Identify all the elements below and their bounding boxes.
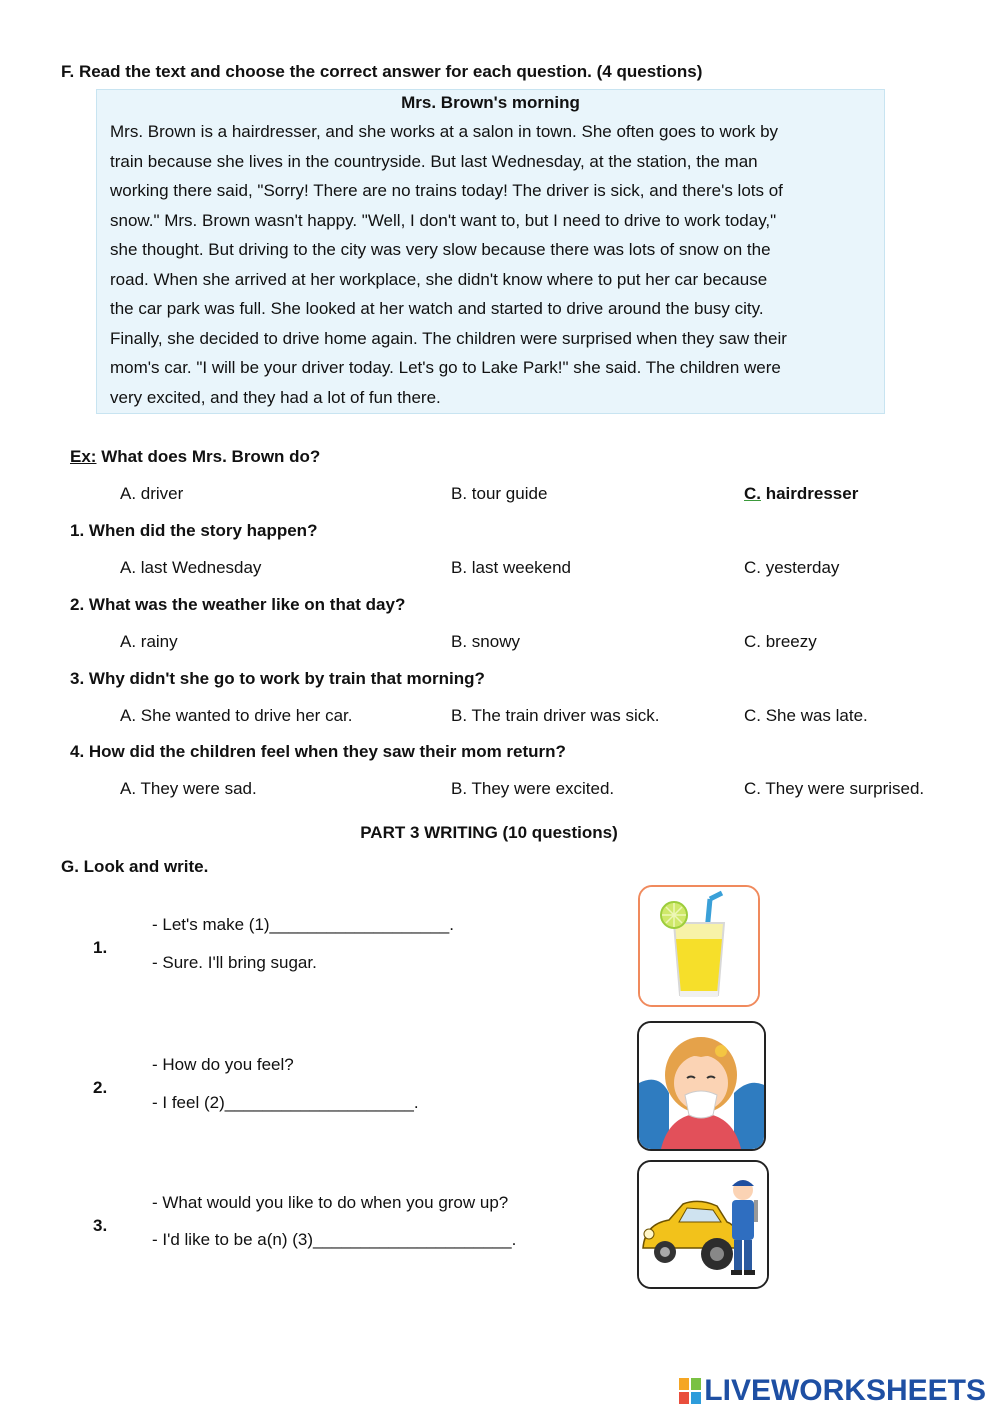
q4-option-c[interactable]: C. They were surprised.	[744, 779, 925, 798]
passage-title: Mrs. Brown's morning	[401, 93, 580, 112]
item-1-prompt[interactable]: - Let's make (1)___________________.	[152, 915, 454, 934]
passage-line: Finally, she decided to drive home again. The children were surprised when they saw their	[110, 329, 787, 348]
logo-text: LIVEWORKSHEETS	[704, 1374, 986, 1407]
sick-girl-picture	[637, 1021, 766, 1151]
passage-line: she thought. But driving to the city was very slow because there was lots of snow on the	[110, 240, 771, 259]
example-option-c[interactable]	[744, 484, 858, 504]
passage-line: snow." Mrs. Brown wasn't happy. "Well, I don't want to, but I need to drive to work today,"	[110, 211, 777, 230]
passage-line: very excited, and they had a lot of fun there.	[110, 388, 441, 407]
lemonade-picture	[638, 885, 760, 1007]
example-option-b[interactable]: B. tour guide	[451, 484, 548, 503]
mechanic-picture	[637, 1160, 769, 1289]
passage-line: the car park was full. She looked at her watch and started to drive around the busy city.	[110, 299, 764, 318]
example-answer-text: hairdresser	[761, 484, 859, 503]
liveworksheets-logo	[679, 1374, 986, 1408]
item-3-response[interactable]: - I'd like to be a(n) (3)_____________________.	[152, 1230, 517, 1249]
example-question	[70, 447, 320, 467]
logo-badge-icon	[679, 1378, 701, 1404]
item-3-number: 3.	[93, 1216, 108, 1235]
q2-option-c[interactable]: C. breezy	[744, 632, 817, 651]
mechanic-car-icon	[639, 1162, 767, 1287]
lemonade-glass-icon	[640, 887, 758, 1005]
question-3: 3. Why didn't she go to work by train that morning?	[70, 669, 485, 688]
q4-option-b[interactable]: B. They were excited.	[451, 779, 615, 798]
question-4: 4. How did the children feel when they saw their mom return?	[70, 742, 566, 761]
example-label: Ex:	[70, 447, 97, 466]
q2-option-a[interactable]: A. rainy	[120, 632, 178, 651]
section-f-heading: F. Read the text and choose the correct answer for each question. (4 questions)	[61, 62, 703, 81]
question-2: 2. What was the weather like on that day?	[70, 595, 406, 614]
item-1-response: - Sure. I'll bring sugar.	[152, 953, 317, 972]
q1-option-c[interactable]: C. yesterday	[744, 558, 840, 577]
section-g-heading: G. Look and write.	[61, 857, 209, 876]
part-3-title: PART 3 WRITING (10 questions)	[360, 823, 618, 842]
item-2-number: 2.	[93, 1078, 108, 1097]
q3-option-a[interactable]: A. She wanted to drive her car.	[120, 706, 353, 725]
q3-option-c[interactable]: C. She was late.	[744, 706, 868, 725]
item-2-prompt: - How do you feel?	[152, 1055, 294, 1074]
passage-line: mom's car. "I will be your driver today. Let's go to Lake Park!" she said. The children were	[110, 358, 781, 377]
item-2-response[interactable]: - I feel (2)____________________.	[152, 1093, 419, 1112]
item-1-number: 1.	[93, 938, 108, 957]
passage-line: train because she lives in the countryside. But last Wednesday, at the station, the man	[110, 152, 758, 171]
item-3-prompt: - What would you like to do when you grow up?	[152, 1193, 509, 1212]
q1-option-a[interactable]: A. last Wednesday	[120, 558, 262, 577]
q4-option-a[interactable]: A. They were sad.	[120, 779, 257, 798]
question-1: 1. When did the story happen?	[70, 521, 318, 540]
reading-passage	[96, 89, 885, 414]
passage-line: working there said, "Sorry! There are no trains today! The driver is sick, and there's lots of	[110, 181, 783, 200]
q3-option-b[interactable]: B. The train driver was sick.	[451, 706, 660, 725]
q2-option-b[interactable]: B. snowy	[451, 632, 520, 651]
example-answer-letter: C.	[744, 484, 761, 503]
q1-option-b[interactable]: B. last weekend	[451, 558, 572, 577]
sick-girl-icon	[639, 1023, 764, 1149]
example-option-a[interactable]: A. driver	[120, 484, 184, 503]
passage-line: road. When she arrived at her workplace, she didn't know where to put her car because	[110, 270, 768, 289]
passage-line: Mrs. Brown is a hairdresser, and she works at a salon in town. She often goes to work by	[110, 122, 779, 141]
example-question-text: What does Mrs. Brown do?	[96, 447, 321, 466]
